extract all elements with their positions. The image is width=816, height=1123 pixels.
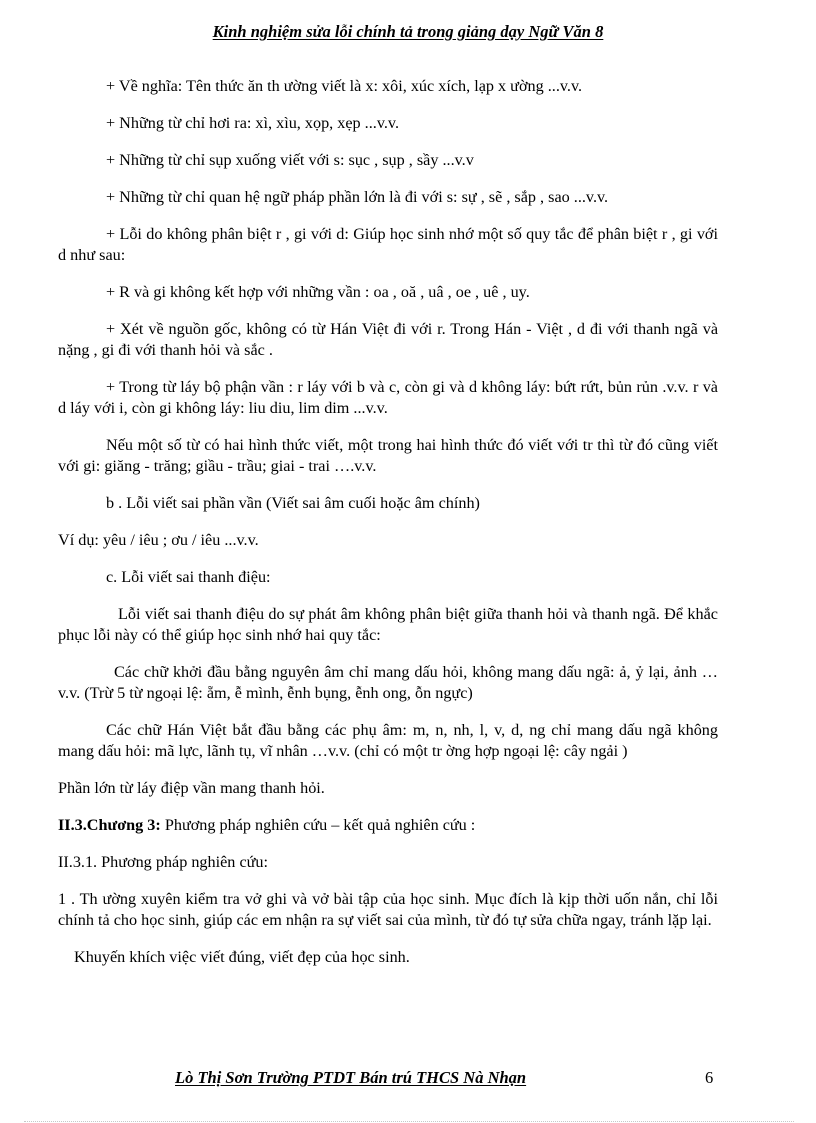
paragraph-2: + Những từ chỉ hơi ra: xì, xìu, xọp, xẹp ...v.v.	[106, 114, 400, 132]
paragraph-18: Khuyến khích việc viết đúng, viết đẹp của học sinh.	[74, 948, 410, 966]
page-bottom-divider	[24, 1121, 794, 1122]
section-heading-label: II.3.Chương 3:	[58, 816, 161, 834]
paragraph-13: Lỗi viết sai thanh điệu do sự phát âm không phân biệt giữa thanh hỏi và thanh ngã. Để khắc phục lỗi này có thể giúp học sinh nhớ hai quy tắc:	[58, 605, 718, 644]
paragraph-5: + Lỗi do không phân biệt r , gi với d: Giúp học sinh nhớ một số quy tắc để phân biệt r , gi với d như sau:	[58, 225, 718, 264]
section-heading-text: Phương pháp nghiên cứu – kết quả nghiên cứu :	[160, 816, 476, 834]
document-body	[58, 76, 718, 968]
subsection-heading: II.3.1. Phương pháp nghiên cứu:	[58, 853, 268, 871]
paragraph-3: + Những từ chỉ sụp xuống viết với s: sục , sụp , sầy ...v.v	[106, 151, 474, 169]
page-number: 6	[705, 1068, 714, 1087]
paragraph-10: b . Lỗi viết sai phần vần (Viết sai âm cuối hoặc âm chính)	[106, 494, 480, 512]
paragraph-14: Các chữ khởi đầu bằng nguyên âm chỉ mang dấu hỏi, không mang dấu ngã: ả, ỷ lại, ảnh …v.v. (Trừ 5 từ ngoại lệ: ẵm, ễ mình, ễnh bụng, ễnh ong, ỗn ngực)	[58, 663, 718, 702]
paragraph-1: + Về nghĩa: Tên thức ăn th ường viết là x: xôi, xúc xích, lạp x ường ...v.v.	[106, 77, 583, 95]
page-footer: Lò Thị Sơn Trường PTDT Bán trú THCS Nà Nhạn	[175, 1068, 527, 1087]
paragraph-15: Các chữ Hán Việt bắt đầu bằng các phụ âm: m, n, nh, l, v, d, ng chỉ mang dấu ngã không mang dấu hỏi: mã lực, lãnh tụ, vĩ nhân …v.v. (chỉ có một tr ờng hợp ngoại lệ: cây ngải )	[58, 721, 718, 760]
paragraph-7: + Xét về nguồn gốc, không có từ Hán Việt đi với r. Trong Hán - Việt , d đi với thanh ngã và nặng , gi đi với thanh hỏi và sắc .	[58, 320, 718, 359]
paragraph-17: 1 . Th ường xuyên kiểm tra vở ghi và vở bài tập của học sinh. Mục đích là kịp thời uốn nắn, chỉ lỗi chính tả cho học sinh, giúp các em nhận ra sự viết sai của mình, từ đó tự sửa chữa ngay, tránh lặp lại.	[58, 890, 718, 929]
paragraph-16: Phần lớn từ láy điệp vần mang thanh hỏi.	[58, 779, 325, 797]
page-header: Kinh nghiệm sửa lỗi chính tả trong giảng dạy Ngữ Văn 8	[212, 22, 604, 41]
paragraph-8: + Trong từ láy bộ phận vần : r láy với b và c, còn gi và d không láy: bứt rứt, bủn rủn .v.v. r và d láy với i, còn gi không láy: liu diu, lim dim ...v.v.	[58, 378, 718, 417]
paragraph-11: Ví dụ: yêu / iêu ; ơu / iêu ...v.v.	[58, 531, 259, 549]
paragraph-9: Nếu một số từ có hai hình thức viết, một trong hai hình thức đó viết với tr thì từ đó cũng viết với gi: giăng - trăng; giầu - trầu; giai - trai ….v.v.	[58, 436, 718, 475]
paragraph-4: + Những từ chỉ quan hệ ngữ pháp phần lớn là đi với s: sự , sẽ , sắp , sao ...v.v.	[106, 188, 609, 206]
paragraph-12: c. Lỗi viết sai thanh điệu:	[106, 568, 271, 586]
paragraph-6: + R và gi không kết hợp với những vần : oa , oă , uâ , oe , uê , uy.	[106, 283, 530, 301]
section-heading	[58, 815, 718, 836]
